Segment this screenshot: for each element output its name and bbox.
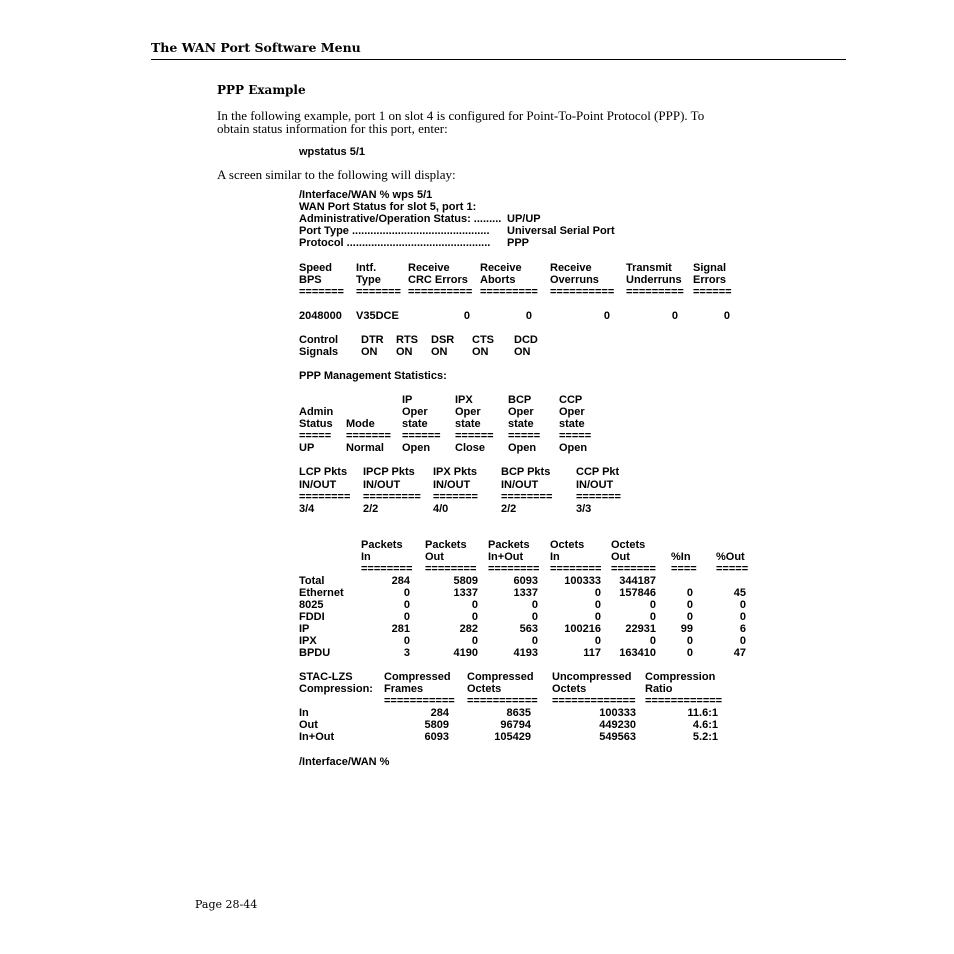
stac-table-cell: 449230 (599, 719, 636, 731)
traffic-table-cell: 0 (686, 635, 693, 647)
traffic-table-cell: 100333 (564, 575, 601, 587)
traffic-table-header: Out (425, 551, 444, 563)
stac-table-cell: 105429 (494, 731, 531, 743)
control-signal-state: ON (472, 346, 489, 358)
mgmt-table-divider: ====== (455, 430, 494, 442)
speed-table-header: Errors (693, 274, 727, 286)
display-paragraph: A screen similar to the following will display: (217, 167, 456, 182)
speed-table-cell: 0 (525, 310, 532, 322)
speed-table-divider: ========== (550, 286, 615, 298)
traffic-table-header: Octets (550, 539, 585, 551)
traffic-table-cell: 0 (471, 611, 478, 623)
traffic-table-cell: 0 (594, 599, 601, 611)
traffic-table-cell: 0 (649, 635, 656, 647)
pkt-table-header: IN/OUT (433, 479, 471, 491)
traffic-table-cell: 284 (391, 575, 410, 587)
pkt-table-divider: ======== (501, 491, 553, 503)
traffic-row-label: IP (299, 623, 310, 635)
speed-table-divider: ====== (693, 286, 732, 298)
speed-table-cell: 2048000 (299, 310, 342, 322)
mgmt-table-header: state (455, 418, 481, 430)
control-signal-name: DTR (361, 334, 384, 346)
traffic-table-cell: 0 (471, 635, 478, 647)
mgmt-table-divider: ======= (346, 430, 391, 442)
traffic-table-cell: 157846 (619, 587, 656, 599)
control-signal-name: RTS (396, 334, 418, 346)
traffic-table-cell: 100216 (564, 623, 601, 635)
stac-table-cell: 8635 (506, 707, 531, 719)
pkt-table-cell: 2/2 (363, 503, 379, 515)
mgmt-table-header: state (508, 418, 534, 430)
control-signal-name: DSR (431, 334, 455, 346)
traffic-table-cell: 3 (403, 647, 410, 659)
intro-paragraph-line1: In the following example, port 1 on slot 4 is configured for Point-To-Point Protocol (PPP). To (217, 108, 705, 123)
mgmt-table-header: Oper (402, 406, 428, 418)
traffic-table-cell: 6093 (513, 575, 538, 587)
stac-table-cell: 549563 (599, 731, 636, 743)
mgmt-table-divider: ===== (299, 430, 332, 442)
speed-table-divider: ======= (356, 286, 401, 298)
control-signal-state: ON (361, 346, 378, 358)
intro-paragraph-line2: obtain status information for this port, enter: (217, 121, 448, 136)
traffic-table-cell: 4193 (513, 647, 538, 659)
speed-table-header: Intf. (356, 262, 377, 274)
speed-table-cell: 0 (723, 310, 730, 322)
prompt-line: /Interface/WAN % wps 5/1 (299, 189, 433, 201)
traffic-table-cell: 117 (583, 647, 601, 659)
stac-table-divider: =========== (467, 695, 538, 707)
stac-table-header: STAC-LZS (299, 671, 353, 683)
traffic-table-divider: ======== (550, 563, 602, 575)
traffic-table-divider: ======== (361, 563, 413, 575)
traffic-table-header: Out (611, 551, 630, 563)
mgmt-table-header: state (402, 418, 428, 430)
section-title: PPP Example (217, 83, 306, 97)
protocol-value: PPP (507, 237, 530, 249)
traffic-table-header: %In (671, 551, 691, 563)
pkt-table-cell: 2/2 (501, 503, 517, 515)
traffic-table-cell: 281 (391, 623, 410, 635)
traffic-table-header: Packets (361, 539, 403, 551)
traffic-table-divider: ======= (611, 563, 656, 575)
speed-table-cell: 0 (603, 310, 610, 322)
stac-table-divider: ============ (645, 695, 723, 707)
stac-table-cell: 11.6:1 (687, 707, 718, 719)
traffic-table-divider: ===== (716, 563, 749, 575)
traffic-table-header: In (550, 551, 560, 563)
mgmt-table-cell: Open (559, 442, 588, 454)
traffic-table-divider: ======== (488, 563, 540, 575)
mgmt-table-header: Oper (559, 406, 585, 418)
pkt-table-divider: ======= (433, 491, 478, 503)
mgmt-table-header: Oper (455, 406, 481, 418)
traffic-table-cell: 0 (403, 635, 410, 647)
pkt-table-cell: 3/3 (576, 503, 592, 515)
pkt-table-header: IN/OUT (363, 479, 401, 491)
traffic-table-header: Packets (488, 539, 530, 551)
traffic-table-cell: 0 (739, 611, 746, 623)
stac-table-cell: 4.6:1 (692, 719, 718, 731)
control-signal-name: DCD (514, 334, 538, 346)
pkt-table-header: BCP Pkts (501, 466, 551, 478)
speed-table-header: Transmit (626, 262, 672, 274)
pkt-table-cell: 4/0 (433, 503, 449, 515)
pkt-table-header: CCP Pkt (576, 466, 620, 478)
stac-table-header: Uncompressed (552, 671, 632, 683)
mgmt-table-header: Status (299, 418, 333, 430)
pkt-table-header: IN/OUT (576, 479, 614, 491)
traffic-table-cell: 163410 (619, 647, 656, 659)
mgmt-table-header: Mode (346, 418, 375, 430)
pkt-table-header: IN/OUT (299, 479, 337, 491)
traffic-row-label: IPX (299, 635, 317, 647)
stac-table-divider: =========== (384, 695, 455, 707)
traffic-table-cell: 0 (739, 635, 746, 647)
traffic-table-cell: 1337 (513, 587, 538, 599)
speed-table-header: Type (356, 274, 381, 286)
mgmt-table-cell: Open (508, 442, 537, 454)
traffic-table-header: %Out (716, 551, 745, 563)
traffic-table-cell: 0 (594, 611, 601, 623)
mgmt-table-header: BCP (508, 394, 532, 406)
pkt-table-cell: 3/4 (299, 503, 315, 515)
mgmt-table-header: IP (402, 394, 413, 406)
speed-table-header: Underruns (626, 274, 682, 286)
pkt-table-divider: ======= (576, 491, 621, 503)
speed-table-cell: V35DCE (356, 310, 399, 322)
ppp-management-title: PPP Management Statistics: (299, 370, 447, 382)
traffic-table-divider: ======== (425, 563, 477, 575)
mgmt-table-header: Admin (299, 406, 334, 418)
port-type-label: Port Type ............................................. (299, 225, 490, 237)
traffic-row-label: Total (299, 575, 325, 587)
traffic-table-header: Packets (425, 539, 467, 551)
stac-table-divider: ============= (552, 695, 636, 707)
traffic-table-header: In (361, 551, 371, 563)
control-signal-state: ON (514, 346, 531, 358)
traffic-table-cell: 0 (739, 599, 746, 611)
speed-table-header: BPS (299, 274, 322, 286)
speed-table-header: Overruns (550, 274, 599, 286)
stac-row-label: In (299, 707, 309, 719)
stac-table-cell: 284 (430, 707, 449, 719)
admin-status-label: Administrative/Operation Status: ......... (299, 213, 502, 225)
traffic-table-cell: 22931 (625, 623, 656, 635)
mgmt-table-cell: Open (402, 442, 431, 454)
traffic-table-cell: 5809 (453, 575, 478, 587)
speed-table-divider: ========= (626, 286, 684, 298)
speed-table-cell: 0 (671, 310, 678, 322)
stac-table-cell: 96794 (500, 719, 531, 731)
protocol-label: Protocol ............................................... (299, 237, 491, 249)
traffic-table-cell: 0 (403, 611, 410, 623)
speed-table-divider: ======= (299, 286, 344, 298)
stac-table-cell: 6093 (424, 731, 449, 743)
traffic-table-header: In+Out (488, 551, 524, 563)
mgmt-table-header: state (559, 418, 585, 430)
control-signal-name: CTS (472, 334, 494, 346)
traffic-table-cell: 0 (686, 587, 693, 599)
running-header: The WAN Port Software Menu (151, 40, 361, 55)
stac-table-header: Compression (645, 671, 716, 683)
stac-table-header: Compressed (467, 671, 534, 683)
speed-table-header: Receive (480, 262, 522, 274)
pkt-table-header: IPX Pkts (433, 466, 478, 478)
pkt-table-header: IN/OUT (501, 479, 539, 491)
traffic-table-cell: 0 (649, 599, 656, 611)
command-example: wpstatus 5/1 (299, 146, 366, 158)
stac-table-cell: 100333 (599, 707, 636, 719)
pkt-table-header: IPCP Pkts (363, 466, 415, 478)
mgmt-table-header: CCP (559, 394, 583, 406)
stac-table-header: Compressed (384, 671, 451, 683)
end-prompt: /Interface/WAN % (299, 756, 390, 768)
traffic-table-cell: 1337 (453, 587, 478, 599)
traffic-table-cell: 4190 (453, 647, 478, 659)
traffic-table-cell: 45 (733, 587, 746, 599)
control-signal-state: ON (396, 346, 413, 358)
traffic-table-cell: 0 (594, 635, 601, 647)
stac-row-label: Out (299, 719, 318, 731)
control-signal-state: ON (431, 346, 448, 358)
traffic-row-label: 8025 (299, 599, 324, 611)
mgmt-table-header: IPX (455, 394, 473, 406)
traffic-row-label: Ethernet (299, 587, 344, 599)
stac-table-cell: 5809 (424, 719, 449, 731)
speed-table-divider: ========== (408, 286, 473, 298)
speed-table-header: Signal (693, 262, 727, 274)
stac-table-header: Frames (384, 683, 424, 695)
traffic-table-cell: 563 (519, 623, 538, 635)
traffic-table-cell: 0 (649, 611, 656, 623)
traffic-table-cell: 0 (471, 599, 478, 611)
traffic-table-cell: 344187 (619, 575, 656, 587)
mgmt-table-cell: UP (299, 442, 315, 454)
traffic-table-cell: 0 (594, 587, 601, 599)
speed-table-cell: 0 (463, 310, 470, 322)
traffic-table-cell: 0 (686, 611, 693, 623)
stac-row-label: In+Out (299, 731, 335, 743)
speed-table-header: Receive (408, 262, 450, 274)
status-title: WAN Port Status for slot 5, port 1: (299, 201, 477, 213)
mgmt-table-cell: Normal (346, 442, 384, 454)
control-signals-label: Control (299, 334, 339, 346)
speed-table-header: Aborts (480, 274, 516, 286)
stac-table-header: Compression: (299, 683, 373, 695)
pkt-table-divider: ======== (299, 491, 351, 503)
traffic-table-cell: 282 (459, 623, 478, 635)
traffic-table-cell: 0 (403, 587, 410, 599)
traffic-table-cell: 0 (531, 635, 538, 647)
traffic-table-cell: 47 (733, 647, 746, 659)
stac-table-header: Ratio (645, 683, 673, 695)
mgmt-table-divider: ====== (402, 430, 441, 442)
speed-table-header: Receive (550, 262, 592, 274)
pkt-table-divider: ========= (363, 491, 421, 503)
stac-table-header: Octets (467, 683, 502, 695)
traffic-table-cell: 0 (403, 599, 410, 611)
stac-table-cell: 5.2:1 (692, 731, 718, 743)
traffic-table-cell: 0 (686, 599, 693, 611)
traffic-table-cell: 0 (531, 611, 538, 623)
page-number: Page 28-44 (195, 898, 258, 911)
control-signals-label: Signals (299, 346, 339, 358)
traffic-table-divider: ==== (671, 563, 697, 575)
pkt-table-header: LCP Pkts (299, 466, 348, 478)
speed-table-header: Speed (299, 262, 333, 274)
speed-table-divider: ========= (480, 286, 538, 298)
traffic-row-label: FDDI (299, 611, 325, 623)
port-type-value: Universal Serial Port (507, 225, 615, 237)
mgmt-table-cell: Close (455, 442, 485, 454)
traffic-table-header: Octets (611, 539, 646, 551)
mgmt-table-divider: ===== (559, 430, 592, 442)
traffic-table-cell: 0 (686, 647, 693, 659)
traffic-row-label: BPDU (299, 647, 331, 659)
mgmt-table-header: Oper (508, 406, 534, 418)
mgmt-table-divider: ===== (508, 430, 541, 442)
admin-status-value: UP/UP (507, 213, 541, 225)
traffic-table-cell: 6 (739, 623, 746, 635)
traffic-table-cell: 99 (680, 623, 693, 635)
stac-table-header: Octets (552, 683, 587, 695)
speed-table-header: CRC Errors (408, 274, 468, 286)
traffic-table-cell: 0 (531, 599, 538, 611)
